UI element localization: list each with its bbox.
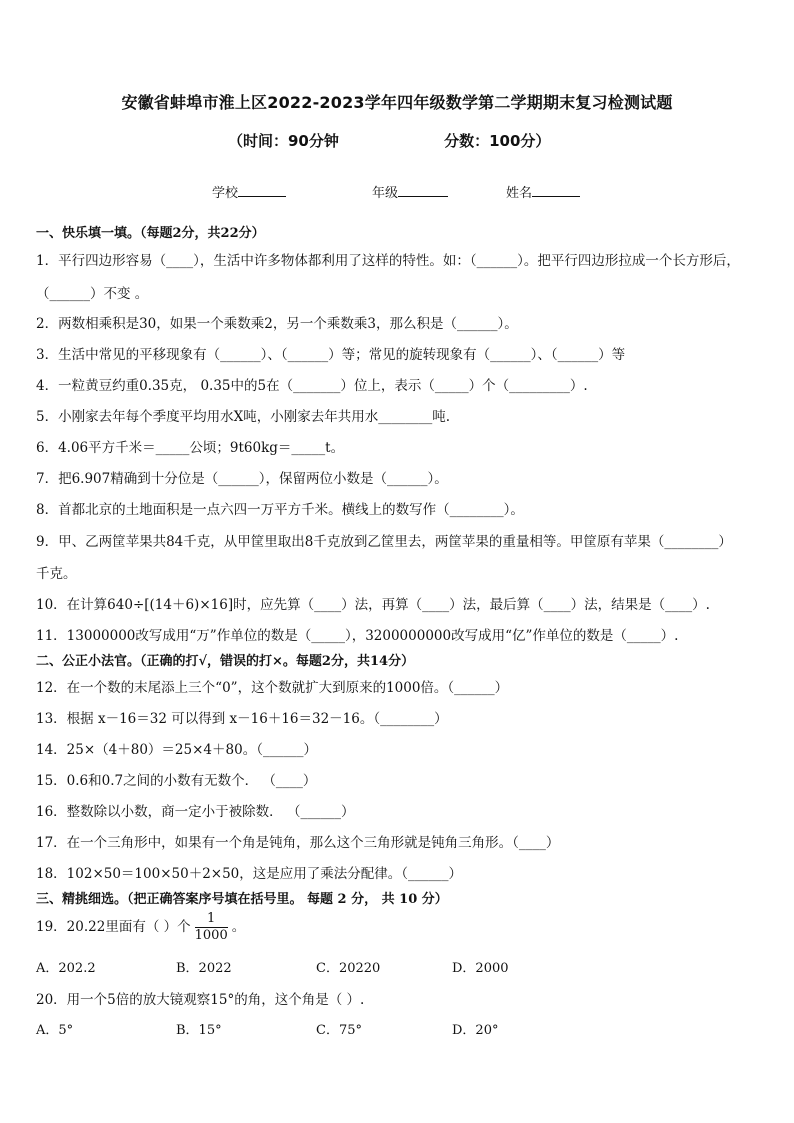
question-4: 4．一粒黄豆约重0.35克， 0.35中的5在（_______）位上，表示（_____）个（_________）. [36,378,588,394]
question-1-line-2: （______）不变 。 [36,286,149,302]
question-18: 18．102×50＝100×50＋2×50，这是应用了乘法分配律。（______） [36,866,463,882]
grade-field [372,182,448,201]
fraction-denominator: 1000 [194,928,228,943]
question-13: 13．根据 x－16＝32 可以得到 x－16＋16＝32－16。（________） [36,711,448,727]
fraction-numerator: 1 [195,911,228,928]
name-field [506,182,580,201]
question-19-end: 。 [231,919,246,935]
question-14: 14．25×（4＋80）＝25×4＋80。（______） [36,742,317,758]
question-8: 8．首都北京的土地面积是一点六四一万平方千米。横线上的数写作（________）。 [36,502,524,518]
option-d[interactable]: D．2000 [452,961,509,976]
name-blank[interactable] [532,184,580,197]
question-12: 12．在一个数的末尾添上三个“0”，这个数就扩大到原来的1000倍。（______） [36,680,509,696]
question-19 [36,911,245,944]
time-limit: （时间：90分钟 [228,132,339,150]
option-b[interactable]: B．2022 [176,961,232,976]
page-title: 安徽省蚌埠市淮上区2022-2023学年四年级数学第二学期期末复习检测试题 [121,93,673,112]
question-2: 2．两数相乘积是30，如果一个乘数乘2，另一个乘数乘3，那么积是（______）。 [36,316,518,332]
question-3: 3．生活中常见的平移现象有（______）、（______）等；常见的旋转现象有（______）、（______）等 [36,347,626,363]
question-15: 15．0.6和0.7之间的小数有无数个． （____） [36,773,317,789]
option-c[interactable]: C．75° [316,1023,362,1038]
school-label: 学校 [212,186,239,201]
name-label: 姓名 [506,186,533,201]
question-5: 5．小刚家去年每个季度平均用水X吨，小刚家去年共用水________吨. [36,409,450,425]
question-16: 16．整数除以小数，商一定小于被除数． （______） [36,804,355,820]
question-9-line-2: 千克。 [36,566,77,582]
question-1-line-1: 1．平行四边形容易（____），生活中许多物体都利用了这样的特性。如：（______）。把平行四边形拉成一个长方形后， [36,253,740,269]
fraction [195,911,228,944]
question-9-line-1: 9．甲、乙两筐苹果共84千克，从甲筐里取出8千克放到乙筐里去，两筐苹果的重量相等。甲筐原有苹果（________） [36,534,732,550]
option-a[interactable]: A．5° [36,1023,74,1038]
question-7: 7．把6.907精确到十分位是（______），保留两位小数是（______）。 [36,471,448,487]
question-10: 10．在计算640÷[(14＋6)×16]时，应先算（____）法，再算（____）法，最后算（____）法，结果是（____）. [36,597,710,613]
school-blank[interactable] [238,184,286,197]
option-c[interactable]: C．20220 [316,961,381,976]
grade-blank[interactable] [398,184,448,197]
option-a[interactable]: A．202.2 [36,961,96,976]
total-score: 分数：100分） [444,132,551,150]
option-b[interactable]: B．15° [176,1023,222,1038]
grade-label: 年级 [372,186,399,201]
question-11: 11．13000000改写成用“万”作单位的数是（_____），3200000000改写成用“亿”作单位的数是（_____）. [36,628,679,644]
question-20: 20．用一个5倍的放大镜观察15°的角，这个角是（ ）. [36,992,365,1008]
question-19-stem: 19．20.22里面有（ ）个 [36,919,191,935]
section-heading: 一、快乐填一填。（每题2分，共22分） [36,226,265,241]
school-field [212,182,286,201]
section-heading: 二、公正小法官。（正确的打√，错误的打×。每题2分，共14分） [36,654,415,669]
question-6: 6．4.06平方千米＝_____公顷；9t60kg＝_____t。 [36,440,345,456]
question-17: 17．在一个三角形中，如果有一个角是钝角，那么这个三角形就是钝角三角形。（____） [36,835,560,851]
option-d[interactable]: D．20° [452,1023,499,1038]
section-heading: 三、精挑细选。（把正确答案序号填在括号里。 每题 2 分， 共 10 分） [36,892,448,907]
exam-subtitle [228,130,550,151]
